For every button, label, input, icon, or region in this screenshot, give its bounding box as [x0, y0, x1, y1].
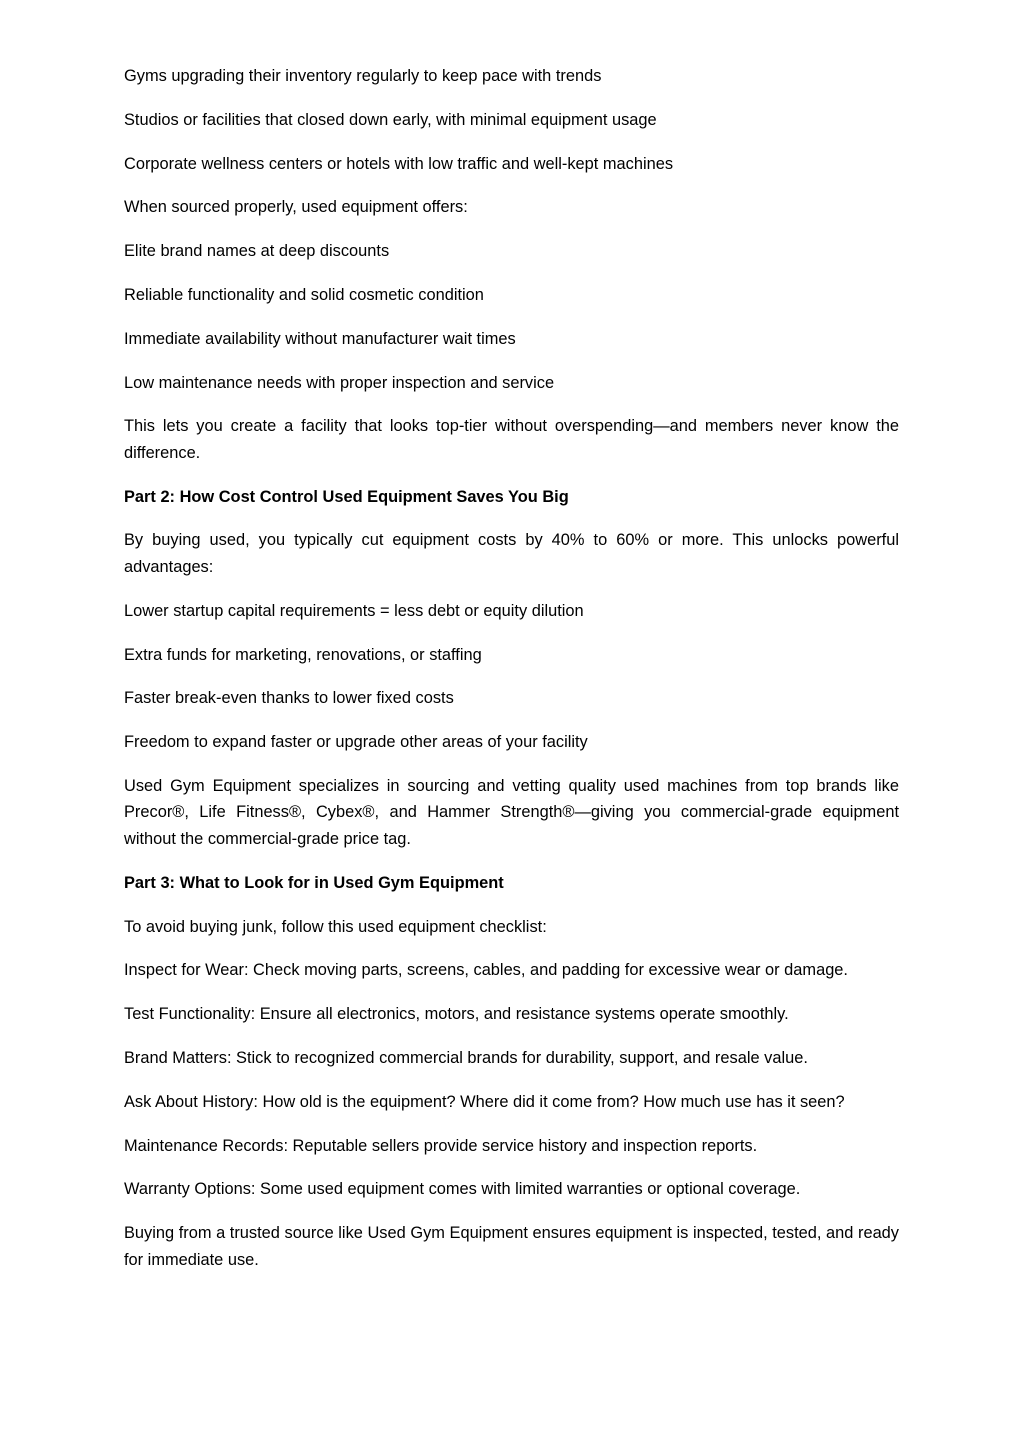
list-item: Corporate wellness centers or hotels with low traffic and well-kept machines: [124, 154, 674, 173]
paragraph: Used Gym Equipment specializes in sourcing and vetting quality used machines from top brands like Precor®, Life Fitness®, Cybex®, and Hammer Strength®—giving you commercial-grade equipment without the commercial-grade price tag.: [124, 776, 899, 848]
list-item: Faster break-even thanks to lower fixed costs: [124, 689, 454, 708]
paragraph: Buying from a trusted source like Used Gym Equipment ensures equipment is inspected, tested, and ready for immediate use.: [124, 1224, 899, 1269]
list-item: Immediate availability without manufacturer wait times: [124, 329, 516, 348]
section-heading: Part 3: What to Look for in Used Gym Equipment: [124, 873, 504, 892]
list-item: Elite brand names at deep discounts: [124, 242, 390, 261]
list-item: Lower startup capital requirements = less debt or equity dilution: [124, 601, 584, 620]
document-page: [124, 63, 899, 1290]
list-item: Reliable functionality and solid cosmetic condition: [124, 285, 484, 304]
paragraph: To avoid buying junk, follow this used equipment checklist:: [124, 917, 547, 936]
paragraph: By buying used, you typically cut equipment costs by 40% to 60% or more. This unlocks powerful advantages:: [124, 531, 899, 576]
paragraph: This lets you create a facility that looks top-tier without overspending—and members never know the difference.: [124, 417, 899, 462]
list-item: Freedom to expand faster or upgrade other areas of your facility: [124, 733, 588, 752]
section-heading: Part 2: How Cost Control Used Equipment Saves You Big: [124, 487, 569, 506]
list-item: Gyms upgrading their inventory regularly to keep pace with trends: [124, 67, 602, 85]
list-item: Extra funds for marketing, renovations, or staffing: [124, 645, 482, 664]
list-item: Test Functionality: Ensure all electronics, motors, and resistance systems operate smoothly.: [124, 1005, 789, 1024]
paragraph: When sourced properly, used equipment offers:: [124, 198, 468, 217]
list-item: Brand Matters: Stick to recognized commercial brands for durability, support, and resale value.: [124, 1048, 808, 1067]
list-item: Inspect for Wear: Check moving parts, screens, cables, and padding for excessive wear or damage.: [124, 961, 848, 980]
list-item: Studios or facilities that closed down early, with minimal equipment usage: [124, 110, 657, 129]
list-item: Warranty Options: Some used equipment comes with limited warranties or optional coverage.: [124, 1180, 801, 1199]
list-item: Ask About History: How old is the equipment? Where did it come from? How much use has it seen?: [124, 1092, 845, 1111]
list-item: Maintenance Records: Reputable sellers provide service history and inspection reports.: [124, 1136, 758, 1155]
list-item: Low maintenance needs with proper inspection and service: [124, 373, 555, 392]
